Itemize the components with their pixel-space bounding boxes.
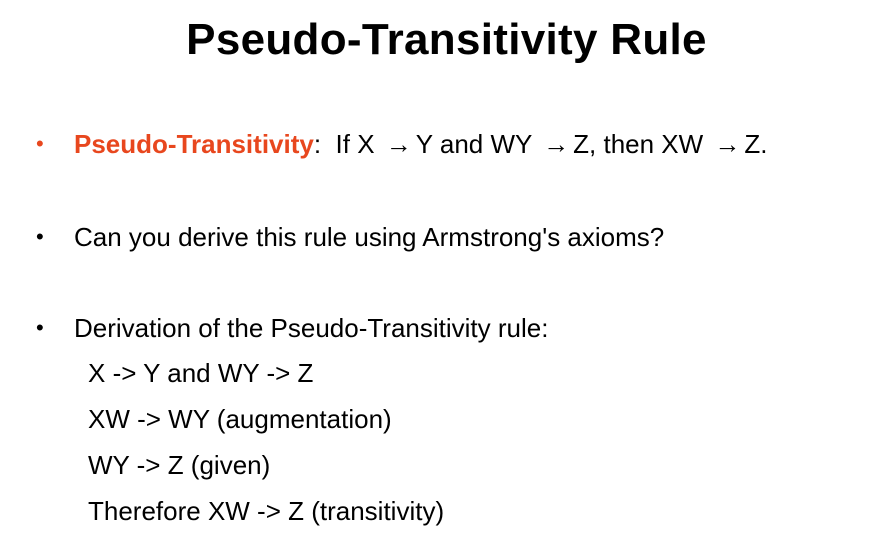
bullet-text [74,127,768,161]
bullet-dot-icon: • [36,315,44,340]
derivation-step: WY -> Z (given) [88,450,271,480]
rule-segment-3: Z, then XW [573,129,704,159]
slide-title: Pseudo-Transitivity Rule [186,15,707,64]
right-arrow-icon: → [714,129,741,159]
derivation-step: XW -> WY (augmentation) [88,404,392,434]
term-colon: : [313,129,322,159]
right-arrow-icon: → [385,129,412,159]
rule-segment-4: Z. [744,129,768,159]
bullet-dot-icon: • [36,131,44,156]
right-arrow-icon: → [543,129,570,159]
rule-segment-2: Y and WY [415,129,532,159]
derivation-step: X -> Y and WY -> Z [88,358,314,388]
rule-term: Pseudo-Transitivity [74,129,314,159]
bullet-text: Derivation of the Pseudo-Transitivity rule: [74,313,549,343]
bullet-text: Can you derive this rule using Armstrong's axioms? [74,222,665,252]
rule-segment-1: If X [335,129,375,159]
derivation-step: Therefore XW -> Z (transitivity) [88,496,445,526]
bullet-dot-icon: • [36,224,44,249]
